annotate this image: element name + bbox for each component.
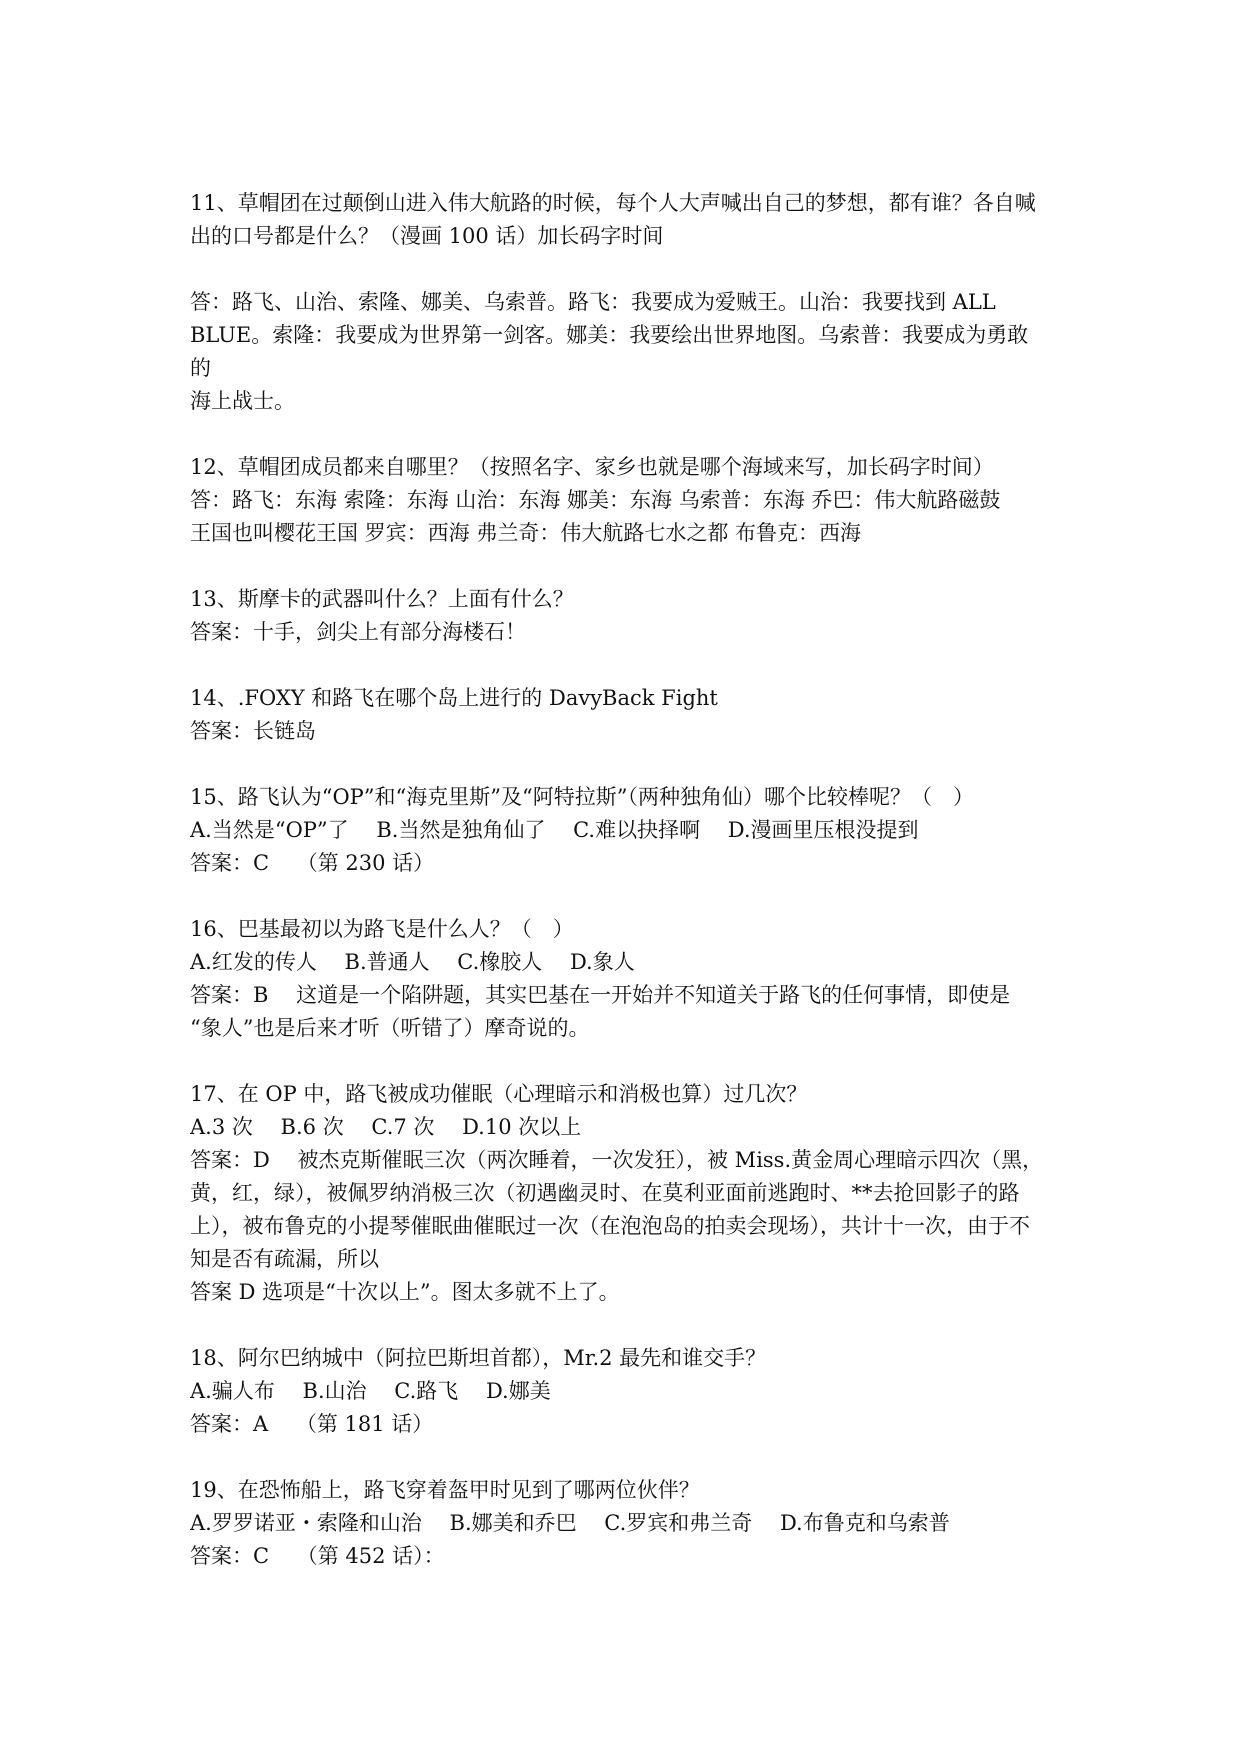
text-line: 黄，红，绿），被佩罗纳消极三次（初遇幽灵时、在莫利亚面前逃跑时、**去抢回影子的路 xyxy=(190,1181,1020,1205)
text-line: 海上战士。 xyxy=(190,389,295,413)
blank-line xyxy=(190,418,1060,451)
text-line: 答案：十手，剑尖上有部分海楼石！ xyxy=(190,620,526,644)
blank-line xyxy=(190,253,1060,286)
text-line: 11、草帽团在过颠倒山进入伟大航路的时候，每个人大声喊出自己的梦想，都有谁？各自喊 xyxy=(190,191,1036,215)
text-line: 答案：长链岛 xyxy=(190,719,316,743)
blank-line xyxy=(190,880,1060,913)
text-line: A.3 次 B.6 次 C.7 次 D.10 次以上 xyxy=(190,1115,582,1139)
text-line: A.罗罗诺亚・索隆和山治 B.娜美和乔巴 C.罗宾和弗兰奇 D.布鲁克和乌索普 xyxy=(190,1511,950,1535)
text-line: 知是否有疏漏，所以 xyxy=(190,1247,379,1271)
text-line: 答案：C （第 452 话）： xyxy=(190,1544,445,1568)
text-line: 出的口号都是什么？（漫画 100 话）加长码字时间 xyxy=(190,224,664,248)
text-line: “象人”也是后来才听（听错了）摩奇说的。 xyxy=(190,1016,590,1040)
text-line: BLUE。索隆：我要成为世界第一剑客。娜美：我要绘出世界地图。乌索普：我要成为勇敢 xyxy=(190,323,1029,347)
blank-line xyxy=(190,1441,1060,1474)
text-line: 17、在 OP 中，路飞被成功催眠（心理暗示和消极也算）过几次？ xyxy=(190,1082,808,1106)
text-line: 答案 D 选项是“十次以上”。图太多就不上了。 xyxy=(190,1280,620,1304)
text-line: 答案：D 被杰克斯催眠三次（两次睡着，一次发狂），被 Miss.黄金周心理暗示四次（黑， xyxy=(190,1148,1044,1172)
text-line: 18、阿尔巴纳城中（阿拉巴斯坦首都），Mr.2 最先和谁交手？ xyxy=(190,1346,767,1370)
text-line: 王国也叫樱花王国 罗宾：西海 弗兰奇：伟大航路七水之都 布鲁克：西海 xyxy=(190,521,862,545)
text-line: 答案：A （第 181 话） xyxy=(190,1412,434,1436)
blank-line xyxy=(190,1045,1060,1078)
blank-line xyxy=(190,550,1060,583)
text-line: 答案：B 这道是一个陷阱题，其实巴基在一开始并不知道关于路飞的任何事情，即使是 xyxy=(190,983,1011,1007)
text-line: 13、斯摩卡的武器叫什么？上面有什么？ xyxy=(190,587,574,611)
blank-line xyxy=(190,1309,1060,1342)
text-line: 15、路飞认为“OP”和“海克里斯”及“阿特拉斯”（两种独角仙）哪个比较棒呢？（ ） xyxy=(190,785,974,809)
text-line: A.骗人布 B.山治 C.路飞 D.娜美 xyxy=(190,1379,551,1403)
text-line: 16、巴基最初以为路飞是什么人？（ ） xyxy=(190,917,574,941)
text-line: 12、草帽团成员都来自哪里？（按照名字、家乡也就是哪个海域来写，加长码字时间） xyxy=(190,455,994,479)
text-line: 答：路飞、山治、索隆、娜美、乌索普。路飞：我要成为爱贼王。山治：我要找到 ALL xyxy=(190,290,996,314)
blank-line xyxy=(190,649,1060,682)
text-line: 上），被布鲁克的小提琴催眠曲催眠过一次（在泡泡岛的拍卖会现场），共计十一次，由于不 xyxy=(190,1214,1030,1238)
text-line: 答：路飞：东海 索隆：东海 山治：东海 娜美：东海 乌索普：东海 乔巴：伟大航路磁鼓 xyxy=(190,488,1001,512)
text-line: 19、在恐怖船上，路飞穿着盔甲时见到了哪两位伙伴？ xyxy=(190,1478,700,1502)
text-line: A.当然是“OP”了 B.当然是独角仙了 C.难以抉择啊 D.漫画里压根没提到 xyxy=(190,818,919,842)
blank-line xyxy=(190,748,1060,781)
text-line: 的 xyxy=(190,356,211,380)
text-line: 答案：C （第 230 话） xyxy=(190,851,435,875)
text-line: 14、.FOXY 和路飞在哪个岛上进行的 DavyBack Fight xyxy=(190,686,718,710)
document-body xyxy=(190,187,1060,1573)
text-line: A.红发的传人 B.普通人 C.橡胶人 D.象人 xyxy=(190,950,635,974)
